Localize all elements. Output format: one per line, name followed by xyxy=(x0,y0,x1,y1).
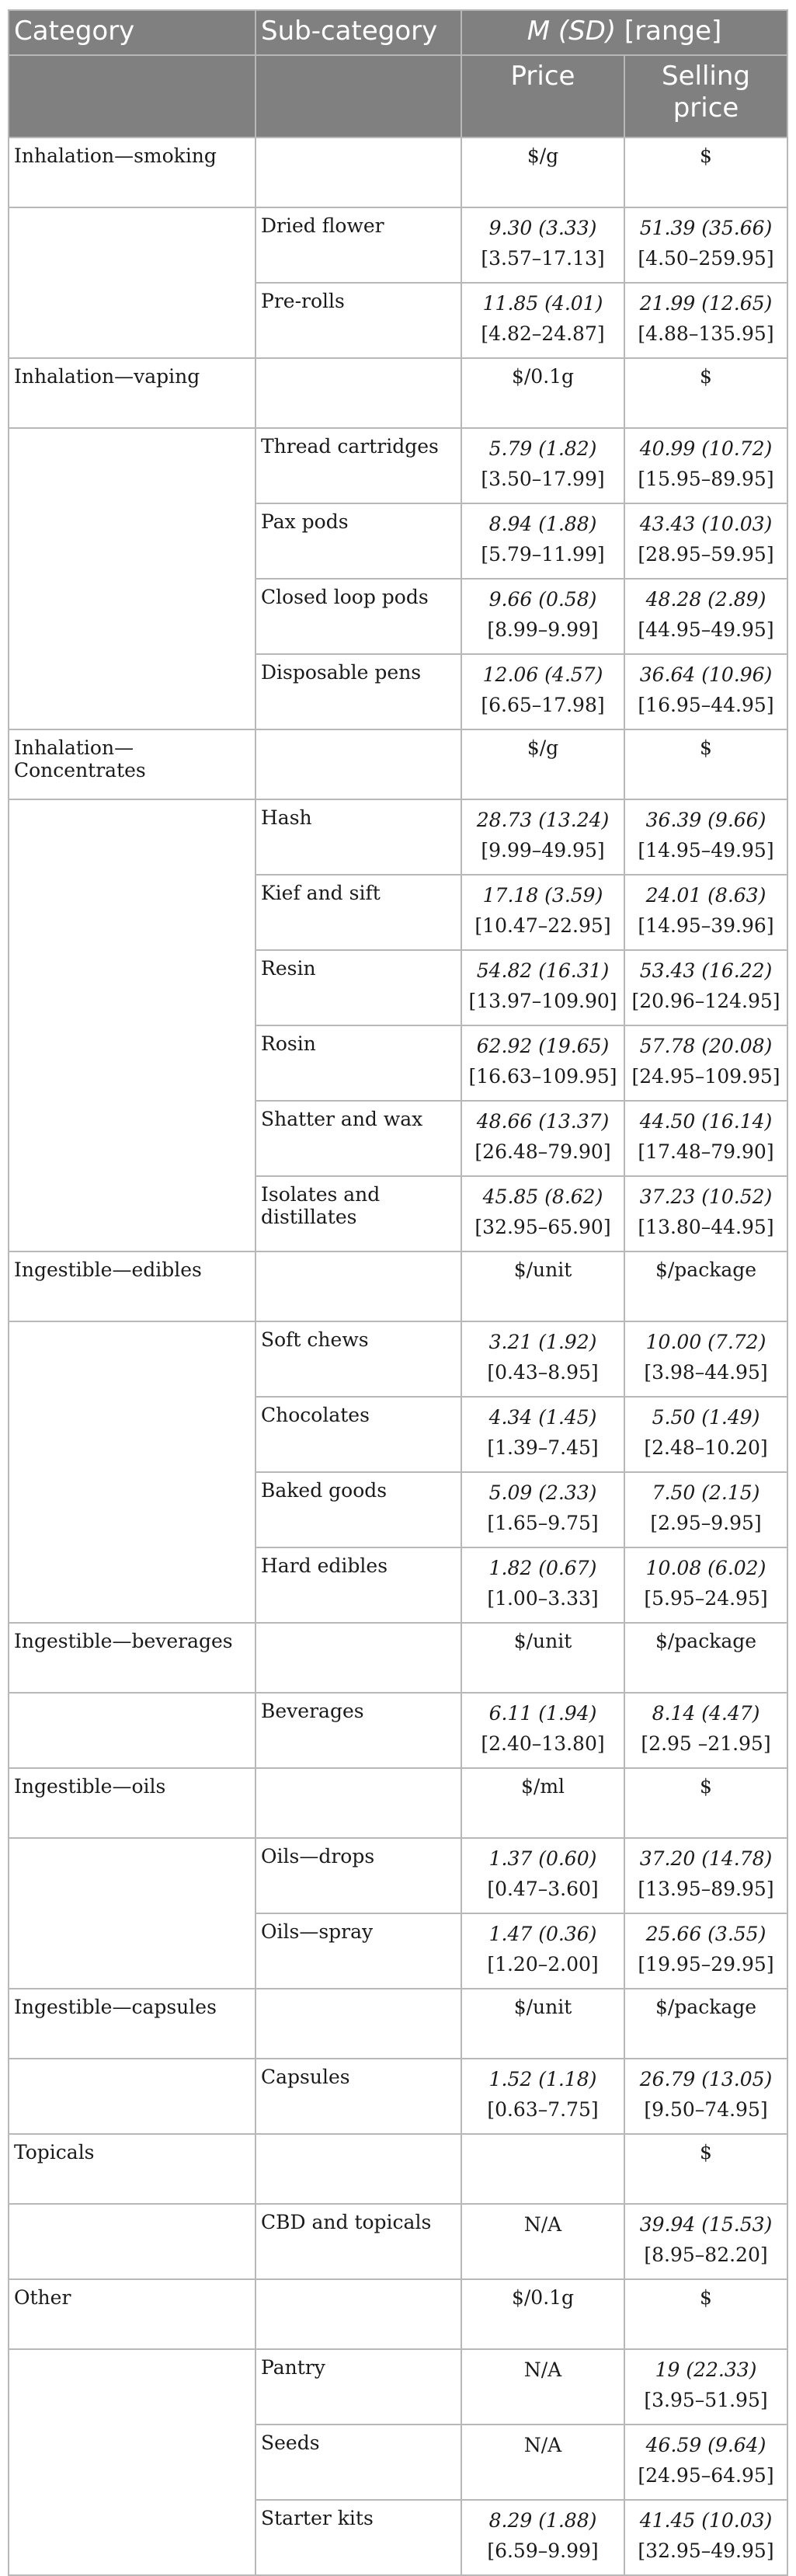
price-mean: 6.11 (1.94) xyxy=(488,1702,597,1725)
subcategory-name: Baked goods xyxy=(255,1472,461,1547)
category-blank xyxy=(255,2134,461,2204)
selling-mean: 21.99 (12.65) xyxy=(639,292,773,315)
price-mean: 9.30 (3.33) xyxy=(488,217,597,239)
subcategory-name: Isolates and distillates xyxy=(255,1176,461,1251)
category-blank xyxy=(255,1251,461,1321)
subcategory-name: Hash xyxy=(255,799,461,875)
price-cell xyxy=(461,1321,624,1397)
selling-mean: 48.28 (2.89) xyxy=(645,588,766,611)
subcategory-name: Seeds xyxy=(255,2425,461,2500)
selling-range: [44.95–49.95] xyxy=(638,618,774,641)
category-blank xyxy=(255,358,461,428)
selling-mean: 8.14 (4.47) xyxy=(652,1702,760,1725)
selling-range: [15.95–89.95] xyxy=(638,468,774,490)
selling-range: [16.95–44.95] xyxy=(638,694,774,716)
table-row xyxy=(9,2059,787,2134)
price-mean: 5.79 (1.82) xyxy=(488,437,597,460)
selling-unit: $ xyxy=(624,2279,787,2349)
selling-unit: $/package xyxy=(624,1251,787,1321)
selling-range: [14.95–49.95] xyxy=(638,839,774,862)
category-blank xyxy=(255,729,461,799)
selling-unit: $ xyxy=(624,138,787,207)
category-blank xyxy=(255,138,461,207)
selling-range: [8.95–82.20] xyxy=(644,2244,768,2266)
category-spacer xyxy=(9,1693,255,1768)
price-mean: 5.09 (2.33) xyxy=(488,1481,597,1504)
price-mean: 17.18 (3.59) xyxy=(482,884,603,907)
header-stat xyxy=(461,10,787,55)
category-name: Other xyxy=(9,2279,255,2349)
selling-cell xyxy=(624,1913,787,1989)
selling-cell xyxy=(624,950,787,1025)
selling-mean: 57.78 (20.08) xyxy=(639,1035,773,1057)
category-row xyxy=(9,1768,787,1838)
category-row xyxy=(9,729,787,799)
price-mean: 1.82 (0.67) xyxy=(488,1557,597,1579)
header-blank-2 xyxy=(255,55,461,138)
category-blank xyxy=(255,2279,461,2349)
category-row xyxy=(9,1623,787,1693)
subcategory-name: Closed loop pods xyxy=(255,579,461,654)
selling-cell xyxy=(624,2204,787,2279)
price-unit xyxy=(461,2134,624,2204)
price-cell xyxy=(461,2500,624,2575)
category-row xyxy=(9,2279,787,2349)
price-mean: 28.73 (13.24) xyxy=(476,809,610,831)
category-name: Ingestible—edibles xyxy=(9,1251,255,1321)
header-stat-italic: M (SD) xyxy=(527,16,617,47)
price-range: [0.63–7.75] xyxy=(487,2098,599,2121)
category-blank xyxy=(255,1623,461,1693)
selling-unit: $ xyxy=(624,729,787,799)
category-spacer xyxy=(9,1321,255,1623)
price-cell xyxy=(461,1176,624,1251)
price-range: [3.57–17.13] xyxy=(481,247,605,270)
table-row xyxy=(9,428,787,503)
price-unit: $/ml xyxy=(461,1768,624,1838)
category-name: Inhalation—Concentrates xyxy=(9,729,255,799)
category-row xyxy=(9,1251,787,1321)
selling-cell xyxy=(624,2349,787,2425)
selling-range: [4.88–135.95] xyxy=(638,322,774,345)
price-mean: 3.21 (1.92) xyxy=(488,1331,597,1353)
price-range: [10.47–22.95] xyxy=(474,914,611,937)
subcategory-name: Dried flower xyxy=(255,207,461,283)
selling-mean: 24.01 (8.63) xyxy=(645,884,766,907)
subcategory-name: Chocolates xyxy=(255,1397,461,1472)
selling-mean: 26.79 (13.05) xyxy=(639,2068,773,2090)
price-mean: 1.47 (0.36) xyxy=(488,1923,597,1945)
selling-mean: 19 (22.33) xyxy=(655,2358,757,2381)
category-spacer xyxy=(9,799,255,1251)
price-mean: 1.52 (1.18) xyxy=(488,2068,597,2090)
selling-mean: 36.64 (10.96) xyxy=(639,663,773,686)
table-row xyxy=(9,207,787,283)
selling-range: [3.98–44.95] xyxy=(644,1361,768,1384)
selling-mean: 37.20 (14.78) xyxy=(639,1847,773,1870)
price-range: [3.50–17.99] xyxy=(481,468,605,490)
subcategory-name: Hard edibles xyxy=(255,1547,461,1623)
selling-cell xyxy=(624,1472,787,1547)
price-range: [13.97–109.90] xyxy=(468,990,617,1012)
price-range: [32.95–65.90] xyxy=(474,1216,611,1238)
price-cell xyxy=(461,207,624,283)
subcategory-name: Soft chews xyxy=(255,1321,461,1397)
selling-mean: 7.50 (2.15) xyxy=(652,1481,760,1504)
price-unit: $/0.1g xyxy=(461,358,624,428)
table-row xyxy=(9,2204,787,2279)
selling-cell xyxy=(624,1547,787,1623)
selling-mean: 43.43 (10.03) xyxy=(639,513,773,535)
price-range: [1.65–9.75] xyxy=(487,1512,599,1534)
price-cell xyxy=(461,1838,624,1913)
price-range: [4.82–24.87] xyxy=(481,322,605,345)
price-unit: $/0.1g xyxy=(461,2279,624,2349)
price-range: [9.99–49.95] xyxy=(481,839,605,862)
selling-range: [13.80–44.95] xyxy=(638,1216,774,1238)
price-range: N/A xyxy=(523,2213,562,2236)
selling-cell xyxy=(624,1176,787,1251)
price-cell xyxy=(461,654,624,729)
header-subcategory: Sub-category xyxy=(255,10,461,55)
category-spacer xyxy=(9,207,255,358)
price-mean: 12.06 (4.57) xyxy=(482,663,603,686)
category-name: Ingestible—oils xyxy=(9,1768,255,1838)
price-range: [1.39–7.45] xyxy=(487,1436,599,1459)
price-mean: 8.29 (1.88) xyxy=(488,2509,597,2532)
selling-cell xyxy=(624,2425,787,2500)
price-range: [0.43–8.95] xyxy=(487,1361,599,1384)
price-range: [5.79–11.99] xyxy=(481,543,605,566)
selling-cell xyxy=(624,579,787,654)
price-mean: 54.82 (16.31) xyxy=(476,959,610,982)
price-cell xyxy=(461,1913,624,1989)
header-blank-1 xyxy=(9,55,255,138)
price-mean: 62.92 (19.65) xyxy=(476,1035,610,1057)
category-spacer xyxy=(9,1838,255,1989)
selling-mean: 37.23 (10.52) xyxy=(639,1185,773,1208)
table-row xyxy=(9,1838,787,1913)
price-range: N/A xyxy=(523,2358,562,2381)
price-range: N/A xyxy=(523,2434,562,2456)
table-row xyxy=(9,1693,787,1768)
subcategory-name: Oils—spray xyxy=(255,1913,461,1989)
price-cell xyxy=(461,1472,624,1547)
selling-cell xyxy=(624,2059,787,2134)
selling-mean: 41.45 (10.03) xyxy=(639,2509,773,2532)
price-cell xyxy=(461,799,624,875)
price-cell xyxy=(461,2204,624,2279)
price-unit: $/g xyxy=(461,729,624,799)
header-category: Category xyxy=(9,10,255,55)
price-cell xyxy=(461,2349,624,2425)
selling-range: [13.95–89.95] xyxy=(638,1878,774,1900)
price-cell xyxy=(461,428,624,503)
price-range: [6.65–17.98] xyxy=(481,694,605,716)
category-name: Topicals xyxy=(9,2134,255,2204)
price-cell xyxy=(461,2059,624,2134)
category-row xyxy=(9,358,787,428)
selling-range: [9.50–74.95] xyxy=(644,2098,768,2121)
selling-mean: 40.99 (10.72) xyxy=(639,437,773,460)
price-range: [16.63–109.95] xyxy=(468,1065,617,1088)
selling-cell xyxy=(624,654,787,729)
price-range: [0.47–3.60] xyxy=(487,1878,599,1900)
price-cell xyxy=(461,1693,624,1768)
subcategory-name: CBD and topicals xyxy=(255,2204,461,2279)
price-cell xyxy=(461,2425,624,2500)
price-range: [1.00–3.33] xyxy=(487,1587,599,1610)
category-row xyxy=(9,2134,787,2204)
selling-mean: 44.50 (16.14) xyxy=(639,1110,773,1133)
selling-range: [5.95–24.95] xyxy=(644,1587,768,1610)
price-mean: 9.66 (0.58) xyxy=(488,588,597,611)
subcategory-name: Shatter and wax xyxy=(255,1101,461,1176)
price-cell xyxy=(461,875,624,950)
selling-mean: 36.39 (9.66) xyxy=(645,809,766,831)
selling-range: [17.48–79.90] xyxy=(638,1140,774,1163)
selling-unit: $/package xyxy=(624,1623,787,1693)
price-mean: 48.66 (13.37) xyxy=(476,1110,610,1133)
selling-unit: $ xyxy=(624,2134,787,2204)
header-price: Price xyxy=(461,55,624,138)
category-name: Ingestible—beverages xyxy=(9,1623,255,1693)
selling-cell xyxy=(624,875,787,950)
price-mean: 4.34 (1.45) xyxy=(488,1406,597,1429)
selling-cell xyxy=(624,1101,787,1176)
selling-mean: 51.39 (35.66) xyxy=(639,217,773,239)
subcategory-name: Disposable pens xyxy=(255,654,461,729)
subcategory-name: Starter kits xyxy=(255,2500,461,2575)
selling-mean: 46.59 (9.64) xyxy=(645,2434,766,2456)
price-cell xyxy=(461,1547,624,1623)
subcategory-name: Beverages xyxy=(255,1693,461,1768)
selling-mean: 39.94 (15.53) xyxy=(639,2213,773,2236)
selling-unit: $ xyxy=(624,358,787,428)
selling-range: [3.95–51.95] xyxy=(644,2389,768,2411)
selling-range: [14.95–39.96] xyxy=(638,914,774,937)
category-blank xyxy=(255,1989,461,2059)
selling-mean: 25.66 (3.55) xyxy=(645,1923,766,1945)
price-cell xyxy=(461,579,624,654)
selling-cell xyxy=(624,1397,787,1472)
table-header xyxy=(9,10,787,138)
price-range: [1.20–2.00] xyxy=(487,1953,599,1976)
selling-mean: 53.43 (16.22) xyxy=(639,959,773,982)
selling-range: [2.95 –21.95] xyxy=(641,1732,771,1755)
price-range: [2.40–13.80] xyxy=(481,1732,605,1755)
header-selling-price xyxy=(624,55,787,138)
price-cell xyxy=(461,1397,624,1472)
subcategory-name: Kief and sift xyxy=(255,875,461,950)
price-mean: 8.94 (1.88) xyxy=(488,513,597,535)
subcategory-name: Rosin xyxy=(255,1025,461,1101)
selling-mean: 5.50 (1.49) xyxy=(652,1406,760,1429)
category-name: Inhalation—vaping xyxy=(9,358,255,428)
category-name: Ingestible—capsules xyxy=(9,1989,255,2059)
subcategory-name: Oils—drops xyxy=(255,1838,461,1913)
selling-range: [19.95–29.95] xyxy=(638,1953,774,1976)
selling-cell xyxy=(624,207,787,283)
price-cell xyxy=(461,283,624,358)
price-cell xyxy=(461,1101,624,1176)
category-blank xyxy=(255,1768,461,1838)
price-mean: 11.85 (4.01) xyxy=(482,292,603,315)
price-unit: $/g xyxy=(461,138,624,207)
selling-range: [4.50–259.95] xyxy=(638,247,774,270)
category-spacer xyxy=(9,428,255,729)
header-stat-range: [range] xyxy=(616,16,722,47)
selling-cell xyxy=(624,283,787,358)
subcategory-name: Resin xyxy=(255,950,461,1025)
table-row xyxy=(9,2349,787,2425)
category-name: Inhalation—smoking xyxy=(9,138,255,207)
selling-unit: $/package xyxy=(624,1989,787,2059)
selling-cell xyxy=(624,503,787,579)
selling-cell xyxy=(624,799,787,875)
subcategory-name: Pax pods xyxy=(255,503,461,579)
price-unit: $/unit xyxy=(461,1989,624,2059)
subcategory-name: Capsules xyxy=(255,2059,461,2134)
selling-range: [20.96–124.95] xyxy=(631,990,780,1012)
price-cell xyxy=(461,503,624,579)
selling-unit: $ xyxy=(624,1768,787,1838)
selling-range: [2.48–10.20] xyxy=(644,1436,768,1459)
selling-range: [2.95–9.95] xyxy=(650,1512,762,1534)
header-selling-line2: price xyxy=(673,92,739,124)
selling-cell xyxy=(624,1693,787,1768)
selling-mean: 10.00 (7.72) xyxy=(645,1331,766,1353)
table-row xyxy=(9,799,787,875)
category-spacer xyxy=(9,2059,255,2134)
price-range: [8.99–9.99] xyxy=(487,618,599,641)
price-mean: 45.85 (8.62) xyxy=(482,1185,603,1208)
category-spacer xyxy=(9,2349,255,2575)
selling-cell xyxy=(624,1025,787,1101)
category-row xyxy=(9,1989,787,2059)
category-spacer xyxy=(9,2204,255,2279)
price-cell xyxy=(461,950,624,1025)
price-range: [6.59–9.99] xyxy=(487,2539,599,2562)
selling-range: [24.95–109.95] xyxy=(631,1065,780,1088)
selling-range: [24.95–64.95] xyxy=(638,2464,774,2487)
price-table xyxy=(8,9,788,2576)
subcategory-name: Pre-rolls xyxy=(255,283,461,358)
price-cell xyxy=(461,1025,624,1101)
selling-range: [28.95–59.95] xyxy=(638,543,774,566)
price-unit: $/unit xyxy=(461,1251,624,1321)
selling-range: [32.95–49.95] xyxy=(638,2539,774,2562)
price-mean: 1.37 (0.60) xyxy=(488,1847,597,1870)
table-body xyxy=(9,138,787,2575)
category-row xyxy=(9,138,787,207)
price-range: [26.48–79.90] xyxy=(474,1140,611,1163)
table-row xyxy=(9,1321,787,1397)
header-selling-line1: Selling xyxy=(662,61,750,92)
selling-cell xyxy=(624,2500,787,2575)
subcategory-name: Thread cartridges xyxy=(255,428,461,503)
selling-cell xyxy=(624,1838,787,1913)
selling-mean: 10.08 (6.02) xyxy=(645,1557,766,1579)
price-unit: $/unit xyxy=(461,1623,624,1693)
selling-cell xyxy=(624,1321,787,1397)
selling-cell xyxy=(624,428,787,503)
subcategory-name: Pantry xyxy=(255,2349,461,2425)
